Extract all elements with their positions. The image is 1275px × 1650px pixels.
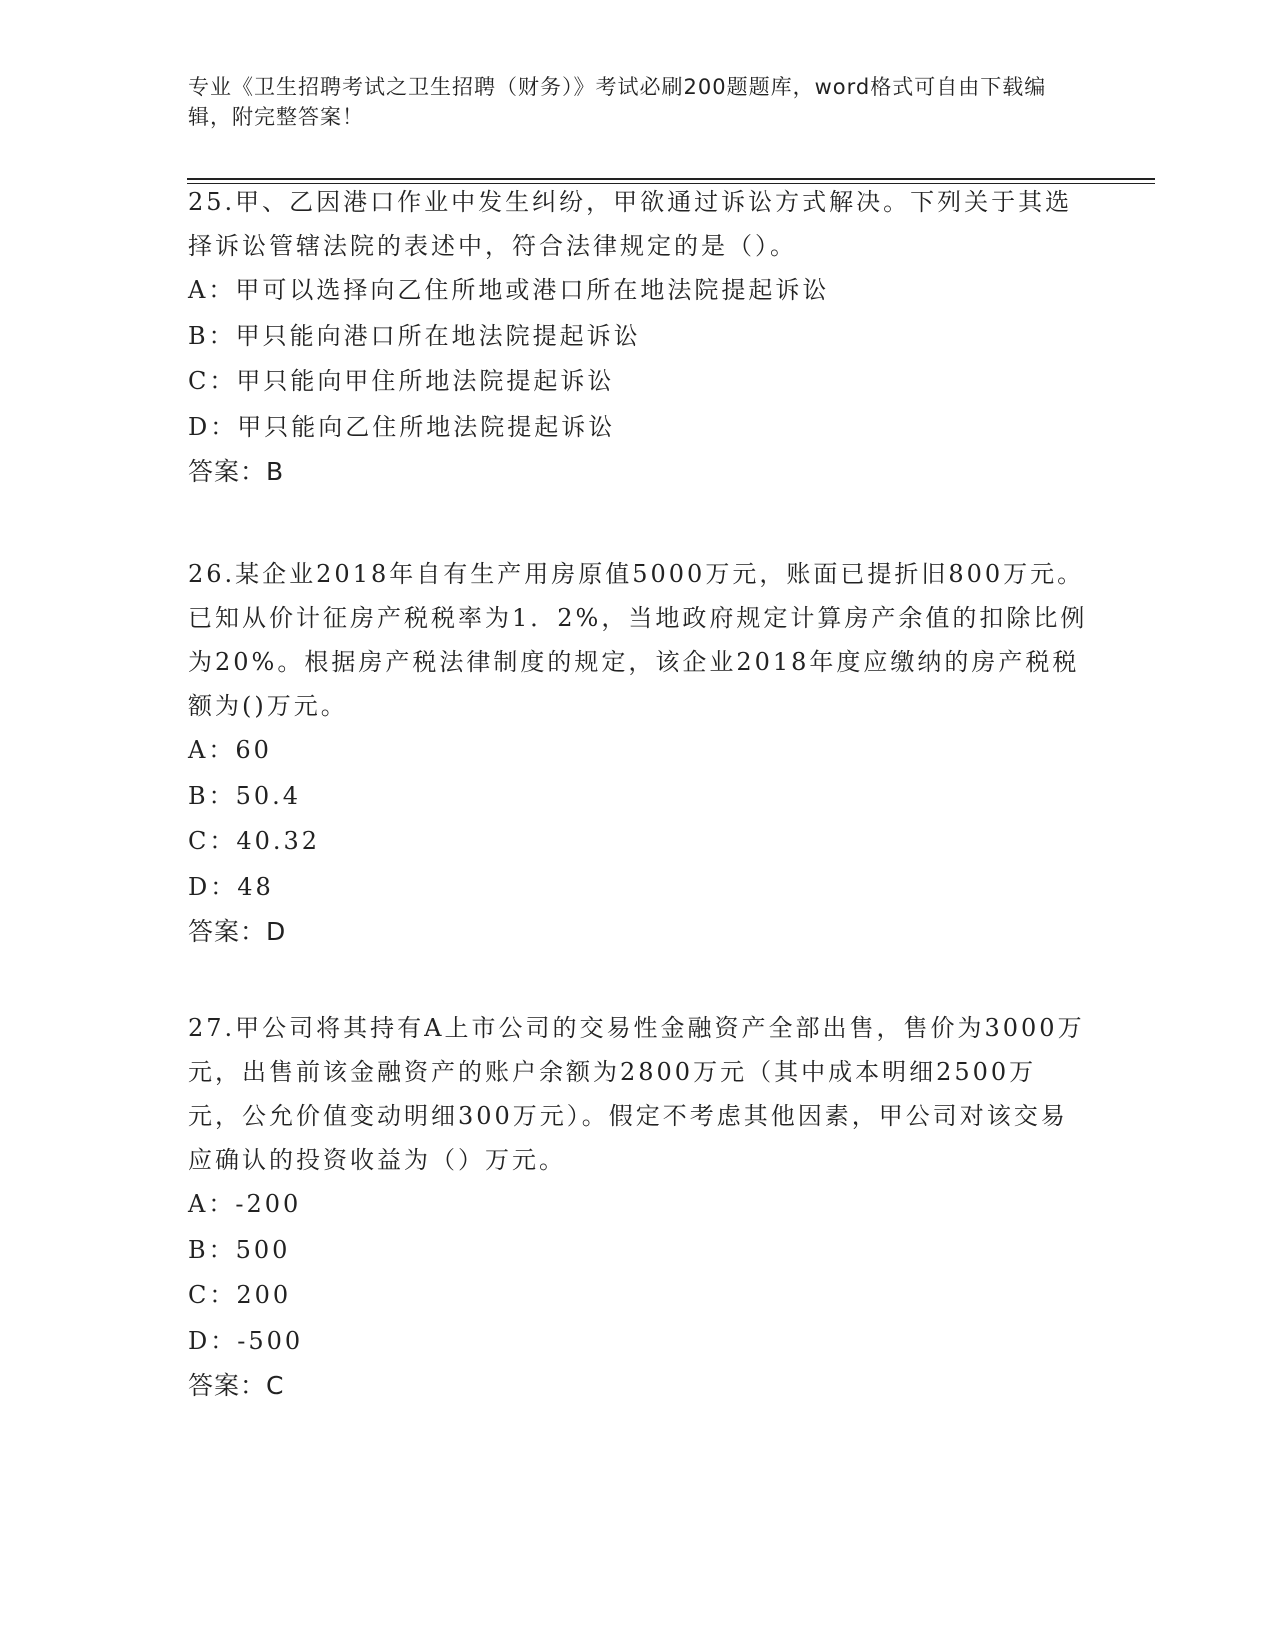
option-a: A：甲可以选择向乙住所地或港口所在地法院提起诉讼 — [188, 276, 830, 304]
question-stem: 25.甲、乙因港口作业中发生纠纷，甲欲通过诉讼方式解决。下列关于其选择诉讼管辖法院的表述中，符合法律规定的是（）。 — [188, 188, 1073, 260]
option-a: A：-200 — [188, 1190, 302, 1218]
option-b: B：50.4 — [188, 781, 302, 810]
question-25 — [188, 180, 1088, 494]
option-b: B：甲只能向港口所在地法院提起诉讼 — [188, 321, 641, 350]
question-stem: 27.甲公司将其持有A上市公司的交易性金融资产全部出售，售价为3000万元，出售前该金融资产的账户余额为2800万元（其中成本明细2500万元，公允价值变动明细300万元）。假定不考虑其他因素，甲公司对该交易应确认的投资收益为（）万元。 — [188, 1014, 1085, 1174]
question-26 — [188, 552, 1088, 954]
answer-label: 答案：C — [188, 1371, 285, 1400]
question-27 — [188, 1006, 1088, 1408]
option-c: C：200 — [188, 1281, 292, 1309]
option-b: B：500 — [188, 1235, 291, 1264]
answer-label: 答案：B — [188, 457, 285, 486]
answer-label: 答案：D — [188, 917, 287, 946]
question-stem: 26.某企业2018年自有生产用房原值5000万元，账面已提折旧800万元。已知从价计征房产税税率为1．2%，当地政府规定计算房产余值的扣除比例为20%。根据房产税法律制度的规定，该企业2018年度应缴纳的房产税税额为()万元。 — [188, 560, 1088, 720]
option-d: D：-500 — [188, 1326, 304, 1355]
option-d: D：甲只能向乙住所地法院提起诉讼 — [188, 412, 616, 441]
option-c: C：甲只能向甲住所地法院提起诉讼 — [188, 367, 615, 395]
option-a: A：60 — [188, 736, 272, 764]
option-c: C：40.32 — [188, 827, 321, 855]
option-d: D：48 — [188, 872, 274, 901]
document-header: 专业《卫生招聘考试之卫生招聘（财务）》考试必刷200题题库，word格式可自由下载编辑，附完整答案！ — [188, 75, 1047, 129]
